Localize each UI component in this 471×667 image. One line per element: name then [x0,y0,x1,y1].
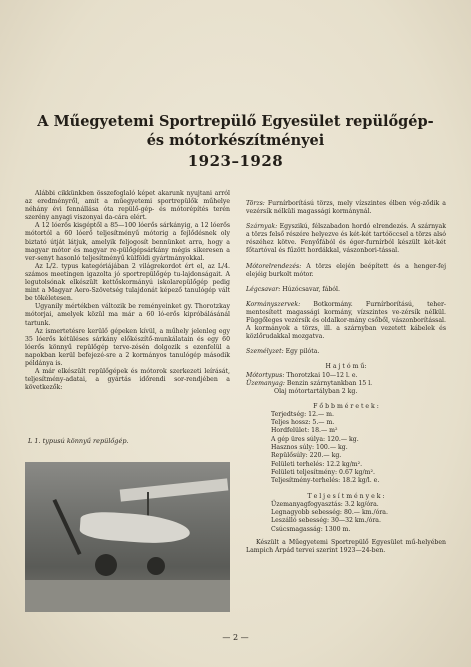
spec-text: Húzócsavar, fából. [282,285,340,293]
spec-label: Mótorelrendezés: [246,262,302,270]
paragraph: Ugyanily mértékben változik be reményeinket gy. Thorotzkay mótorjai, amelyek közül ma már a 60 ló-erős kipróbálásánál tartunk. [25,303,230,327]
photo-ground [25,580,230,612]
paragraph: A 12 lóerős kisgéptől a 85—100 lóerős sárkányig, a 12 lóerős mótortól a 60 lóerő teljesítményű mótorig a fejlődésnek oly biztató útját látjuk, amelyik feljogosít bennünket arra, hogy a magyar mótor és magyar re-pülőgépsárkány mégis sikeresen a ver-senyt hasonló teljesítményű külföldi gyártmányokkal. [25,222,230,262]
left-column [25,190,230,392]
spec-text: Botkormány. Furnírborítású, teher-mentesített magassági kormány, vízszintes ve-zérsík nélkül. Függőleges vezérsík és oldalkor-mány csőből, vászonborítással. A kormányok a törzs, ill. a szárnyban vezetett kábelek és közlőrudakkal mozgatva. [246,300,446,341]
spec-item [246,200,446,216]
dimension-line: Felületi teljesítmény: 0.67 kg/m². [271,468,375,476]
spec-text: Egyszikú, félszabadon hordó elrendezés. A szárnyak a törzs felső részére helyezve és két-két tartóöccsel a törzs alsó részéhez kötve. Fenyőfából és éger-furnírból készült két-két főtartóval és fűzött hordákkal, vászonbori-tással. [246,223,446,255]
article-title [30,112,441,171]
dimension-line: Terjedtség: 12.— m. [271,410,334,418]
photo-fuselage [79,510,191,546]
spec-text: Egy pilóta. [285,348,320,356]
spec-label: Törzs: [246,200,265,207]
spec-label: Szárnyak: [246,223,278,231]
photo-wheel [147,557,165,575]
photo-wheel [95,554,117,576]
performance-line: Csúcsmagasság: 1300 m. [271,525,351,533]
title-line-2: és mótorkészítményei [146,132,325,149]
paragraph: Az ismertetésre kerülő gépeken kívül, a műhely jelenleg egy 35 lóerős kétüléses sárkány előkészítő-munkálatain és egy 60 lóerős könnyű repülőgép terve-zésén dolgozik s ezenfelül a napokban kerül befejezé-sre a 2 kormányos tanulógép második példánya is. [25,327,230,367]
propulsion-heading: H a j t ó m ű: [325,363,367,371]
airplane-photo [25,462,230,612]
page-number: — 2 — [222,633,249,642]
spec-text: A törzs elején beépített és a henger-fej elejéig burkolt mótor. [246,262,446,278]
propulsion-line [246,372,446,380]
dimension-line: Hordfelület: 18.— m² [271,427,338,435]
spec-text: Furnírborítású törzs, mely vízszintes élben vég-ződik a vezérsík nélküli magassági kormánynál. [246,200,446,216]
propulsion-label: Üzemanyag: [246,379,285,387]
dimension-line: Teljes hossz: 5.— m. [271,419,335,427]
performance-line: Legnagyobb sebesség: 80.— km./óra. [271,508,388,516]
dimensions-list [271,411,446,486]
photo-propeller [53,499,82,555]
photo-wing [120,478,229,501]
propulsion-label: Mótortypus: [246,371,285,379]
performance-line: Leszálló sebesség: 30—32 km./óra. [271,517,381,525]
spec-item [246,286,446,294]
dimension-line: Hasznos súly: 100.— kg. [271,444,348,452]
dimension-line: A gép üres súlya: 120.— kg. [271,435,359,443]
propulsion-line [246,388,446,396]
spec-item [246,301,446,341]
paragraph: A már elkészült repülőgépek és mótorok szerkezeti leírását, teljesítmény-adatai, a gyártás időrendi sor-rendjében a következők: [25,368,230,392]
right-column [246,200,446,555]
propulsion-line [246,380,446,388]
propulsion-text: Thorotzkai 10—12 l. e. [286,371,358,379]
title-line-1: A Műegyetemi Sportrepülő Egyesület repülőgép- [37,113,434,130]
title-years: 1923–1928 [187,152,284,170]
propulsion-text: Olaj mótortartályban 2 kg. [274,387,358,395]
propulsion-text: Benzin szárnytankban 15 l. [286,379,373,387]
performance-line: Üzemanyagfogyasztás: 3.2 kg/óra. [271,500,379,508]
paragraph: Az L/2. typus kategóriájában 2 világrekordot ért el, az L/4. számos meetingen igazolta jó sportrepülőgép tu-lajdonságait. A legutolsónak elkészült kettőskormányú iskolarepülőgép pedig mint a Magyar Aero-Szövetség tulajdonát képező tanulógép vált be tökéletesen. [25,262,230,303]
closing-note: Készült a Műegyetemi Sportrepülő Egyesület mű-helyében Lampich Árpád tervei szerint 1923—24-ben. [246,538,446,554]
spec-label: Személyzet: [246,348,284,356]
dimension-line: Felületi terhelés: 12.2 kg/m². [271,460,363,468]
performance-heading: T e l j e s í t m é n y e k : [307,492,385,500]
dimension-line: Teljesítmény-terhelés: 18.2 kg/l. e. [271,477,380,485]
dimension-line: Repülősúly: 220.— kg. [271,452,342,460]
spec-label: Légcsavar: [246,285,281,293]
dimensions-heading: F ő b b m é r e t e k : [313,402,379,410]
spec-item [246,263,446,279]
figure-caption: L 1. typusú könnyű repülőgép. [28,437,129,445]
performance-list [271,501,446,534]
spec-label: Kormányszervek: [246,300,301,308]
paragraph: Alábbi cikkünkben összefoglaló képet akarunk nyujtani arról az eredményről, amit a műegyetemi sportrepülők műhelye néhány évi fennállása óta repülő-gép- és mótorépítés terén szerény anyagi viszonyai da-cára elért. [25,190,230,222]
spec-item [246,223,446,255]
spec-item [246,348,446,356]
